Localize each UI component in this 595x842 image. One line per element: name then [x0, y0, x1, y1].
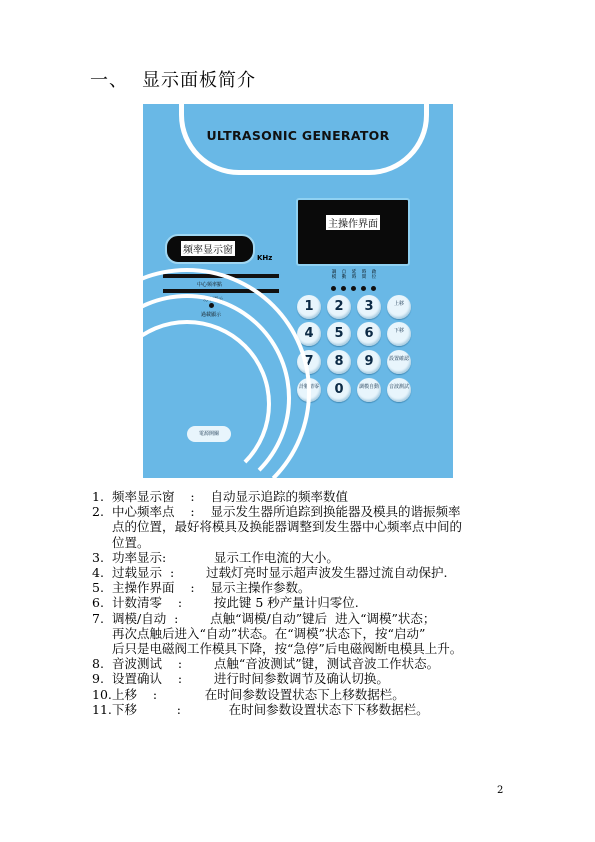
key-9[interactable]: 9 [357, 350, 381, 374]
led-indicator [371, 286, 376, 291]
list-item-continuation: 位置。 [112, 534, 150, 550]
key-1[interactable]: 1 [297, 295, 321, 319]
list-item-continuation: 后只是电磁阀工作模具下降，按“急停”后电磁阀断电模具上升。 [112, 641, 463, 657]
list-item-continuation: 点的位置，最好将模具及换能器调整到发生器中心频率点中间的 [112, 519, 463, 535]
overload-display-label: 過載顯示 [201, 312, 222, 318]
list-item: 1. 频率显示窗 : 自动显示追踪的频率数值 [92, 489, 348, 504]
list-item: 3. 功率显示: 显示工作电流的大小。 [92, 549, 339, 565]
section-title: 显示面板简介 [142, 70, 256, 91]
key-6[interactable]: 6 [357, 322, 381, 346]
key-2[interactable]: 2 [327, 295, 351, 319]
power-display-label: 功率顯示 [203, 297, 224, 303]
section-heading [90, 66, 256, 92]
center-freq-label: 中心频率點 [197, 282, 223, 288]
led-label: 延時 [351, 270, 357, 280]
led-label: 自動 [341, 270, 347, 280]
panel-title: ULTRASONIC GENERATOR [206, 128, 390, 143]
list-item: 8. 音波测试 : 点触“音波测试”键，测试音波工作状态。 [92, 656, 440, 672]
list-item: 7. 调模/自动 : 点触“调模/自动”键后 进入“调模”状态； [92, 610, 436, 626]
list-item: 2. 中心频率点 : 显示发生器所追踪到换能器及模具的谐振频率 [92, 504, 461, 520]
frequency-label: 频率显示窗 [181, 241, 235, 256]
list-item: 10. 上移 : 在时间参数设置状态下上移数据栏。 [92, 686, 405, 702]
generator-panel-image [143, 104, 453, 478]
led-label: 啟位 [371, 270, 377, 280]
key-tune-auto[interactable]: 調模自動 [357, 378, 381, 402]
frequency-window [165, 234, 255, 264]
main-lcd [296, 198, 410, 266]
khz-unit: KHz [257, 254, 273, 262]
list-item: 6. 计数清零 : 按此键 5 秒产量计归零位. [92, 595, 359, 611]
key-3[interactable]: 3 [357, 295, 381, 319]
led-label: 時間 [361, 270, 367, 280]
list-item-continuation: 再次点触后进入“自动”状态。在“调模”状态下，按“启动” [112, 625, 426, 641]
key-up[interactable]: 上移 [387, 295, 411, 319]
list-item: 9. 设置确认 : 进行时间参数调节及确认切换。 [92, 671, 389, 687]
function-list [92, 489, 522, 717]
led-indicator [351, 286, 356, 291]
lcd-label: 主操作界面 [326, 215, 380, 230]
key-down[interactable]: 下移 [387, 322, 411, 346]
list-item: 5. 主操作界面 : 显示主操作参数。 [92, 580, 311, 596]
led-indicator [341, 286, 346, 291]
list-item: 4. 过载显示 : 过载灯亮时显示超声波发生器过流自动保护. [92, 565, 448, 581]
led-indicator [361, 286, 366, 291]
key-setting-confirm[interactable]: 設置確認 [387, 350, 411, 374]
key-0[interactable]: 0 [327, 378, 351, 402]
section-number: 一、 [90, 70, 128, 91]
key-sound-test[interactable]: 音波測試 [387, 378, 411, 402]
key-8[interactable]: 8 [327, 350, 351, 374]
led-label: 調模 [331, 270, 337, 280]
led-indicator [331, 286, 336, 291]
page-number: 2 [497, 785, 504, 796]
key-count-reset[interactable]: 計數清零 [297, 378, 321, 402]
key-4[interactable]: 4 [297, 322, 321, 346]
list-item: 11. 下移 : 在时间参数设置状态下下移数据栏。 [92, 701, 429, 717]
key-7[interactable]: 7 [297, 350, 321, 374]
decorative-arc [143, 268, 311, 478]
key-5[interactable]: 5 [327, 322, 351, 346]
power-switch[interactable]: 電源開關 [187, 426, 231, 442]
